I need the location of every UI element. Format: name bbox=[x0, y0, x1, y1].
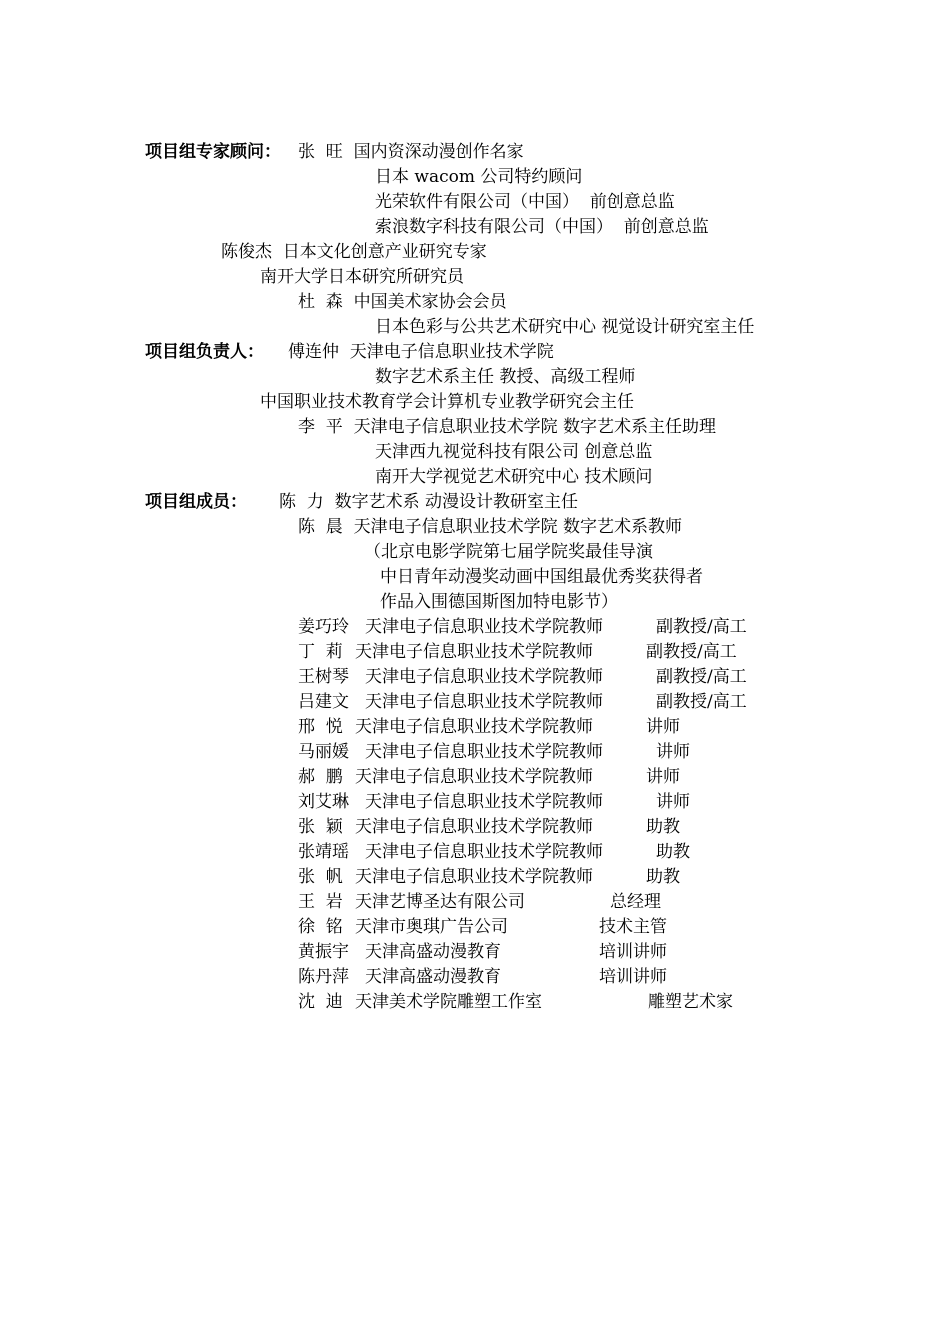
member-title: 副教授/高工 bbox=[656, 692, 747, 712]
expert-line: 索浪数字科技有限公司（中国） 前创意总监 bbox=[375, 217, 709, 237]
member-title: 副教授/高工 bbox=[656, 667, 747, 687]
member-name: 张靖瑶 bbox=[298, 842, 349, 862]
member-name: 刘艾琳 bbox=[298, 792, 349, 812]
member-name: 马丽媛 bbox=[298, 742, 349, 762]
member-title: 培训讲师 bbox=[599, 942, 667, 962]
member-name: 王 岩 bbox=[298, 892, 343, 912]
member-name: 邢 悦 bbox=[298, 717, 343, 737]
experts-heading: 项目组专家顾问： bbox=[145, 142, 281, 162]
member-title: 副教授/高工 bbox=[656, 617, 747, 637]
member-name: 王树琴 bbox=[298, 667, 349, 687]
members-heading: 项目组成员： bbox=[145, 492, 247, 512]
member-line: 作品入围德国斯图加特电影节） bbox=[380, 592, 618, 612]
member-name: 郝 鹏 bbox=[298, 767, 343, 787]
leader-line: 南开大学视觉艺术研究中心 技术顾问 bbox=[375, 467, 653, 487]
expert-line: 日本色彩与公共艺术研究中心 视觉设计研究室主任 bbox=[375, 317, 755, 337]
member-name: 姜巧玲 bbox=[298, 617, 349, 637]
member-org: 天津电子信息职业技术学院教师 bbox=[355, 717, 593, 737]
member-line: 陈 力 数字艺术系 动漫设计教研室主任 bbox=[279, 492, 579, 512]
member-org: 天津电子信息职业技术学院教师 bbox=[365, 617, 603, 637]
member-org: 天津电子信息职业技术学院教师 bbox=[365, 742, 603, 762]
member-title: 总经理 bbox=[610, 892, 661, 912]
leader-line: 傅连仲 天津电子信息职业技术学院 bbox=[288, 342, 554, 362]
member-title: 讲师 bbox=[656, 742, 690, 762]
member-name: 丁 莉 bbox=[298, 642, 343, 662]
member-name: 沈 迪 bbox=[298, 992, 343, 1012]
member-name: 吕建文 bbox=[298, 692, 349, 712]
member-title: 助教 bbox=[656, 842, 690, 862]
member-name: 徐 铭 bbox=[298, 917, 343, 937]
member-org: 天津电子信息职业技术学院教师 bbox=[355, 642, 593, 662]
member-title: 技术主管 bbox=[599, 917, 667, 937]
member-line: 陈 晨 天津电子信息职业技术学院 数字艺术系教师 bbox=[298, 517, 683, 537]
member-org: 天津艺博圣达有限公司 bbox=[355, 892, 525, 912]
leader-line: 李 平 天津电子信息职业技术学院 数字艺术系主任助理 bbox=[298, 417, 717, 437]
member-org: 天津高盛动漫教育 bbox=[365, 967, 501, 987]
member-org: 天津电子信息职业技术学院教师 bbox=[365, 842, 603, 862]
member-org: 天津电子信息职业技术学院教师 bbox=[355, 867, 593, 887]
expert-line: 陈俊杰 日本文化创意产业研究专家 bbox=[221, 242, 487, 262]
expert-line: 张 旺 国内资深动漫创作名家 bbox=[298, 142, 524, 162]
member-title: 讲师 bbox=[656, 792, 690, 812]
member-name: 陈丹萍 bbox=[298, 967, 349, 987]
expert-line: 光荣软件有限公司（中国） 前创意总监 bbox=[375, 192, 675, 212]
member-name: 黄振宇 bbox=[298, 942, 349, 962]
leader-line: 数字艺术系主任 教授、高级工程师 bbox=[375, 367, 636, 387]
expert-line: 杜 森 中国美术家协会会员 bbox=[298, 292, 507, 312]
member-title: 讲师 bbox=[646, 717, 680, 737]
leader-line: 天津西九视觉科技有限公司 创意总监 bbox=[375, 442, 653, 462]
member-org: 天津电子信息职业技术学院教师 bbox=[365, 692, 603, 712]
member-org: 天津市奥琪广告公司 bbox=[355, 917, 508, 937]
member-line: 中日青年动漫奖动画中国组最优秀奖获得者 bbox=[380, 567, 703, 587]
member-title: 雕塑艺术家 bbox=[648, 992, 733, 1012]
member-org: 天津美术学院雕塑工作室 bbox=[355, 992, 542, 1012]
member-title: 助教 bbox=[646, 867, 680, 887]
leaders-heading: 项目组负责人： bbox=[145, 342, 264, 362]
member-title: 副教授/高工 bbox=[646, 642, 737, 662]
member-org: 天津电子信息职业技术学院教师 bbox=[365, 792, 603, 812]
member-org: 天津电子信息职业技术学院教师 bbox=[355, 817, 593, 837]
member-line: （北京电影学院第七届学院奖最佳导演 bbox=[364, 542, 653, 562]
expert-line: 日本 wacom 公司特约顾问 bbox=[375, 167, 583, 187]
member-title: 讲师 bbox=[646, 767, 680, 787]
expert-line: 南开大学日本研究所研究员 bbox=[260, 267, 464, 287]
member-title: 助教 bbox=[646, 817, 680, 837]
member-name: 张 帆 bbox=[298, 867, 343, 887]
member-org: 天津高盛动漫教育 bbox=[365, 942, 501, 962]
member-name: 张 颖 bbox=[298, 817, 343, 837]
member-org: 天津电子信息职业技术学院教师 bbox=[355, 767, 593, 787]
member-org: 天津电子信息职业技术学院教师 bbox=[365, 667, 603, 687]
member-title: 培训讲师 bbox=[599, 967, 667, 987]
leader-line: 中国职业技术教育学会计算机专业教学研究会主任 bbox=[260, 392, 634, 412]
